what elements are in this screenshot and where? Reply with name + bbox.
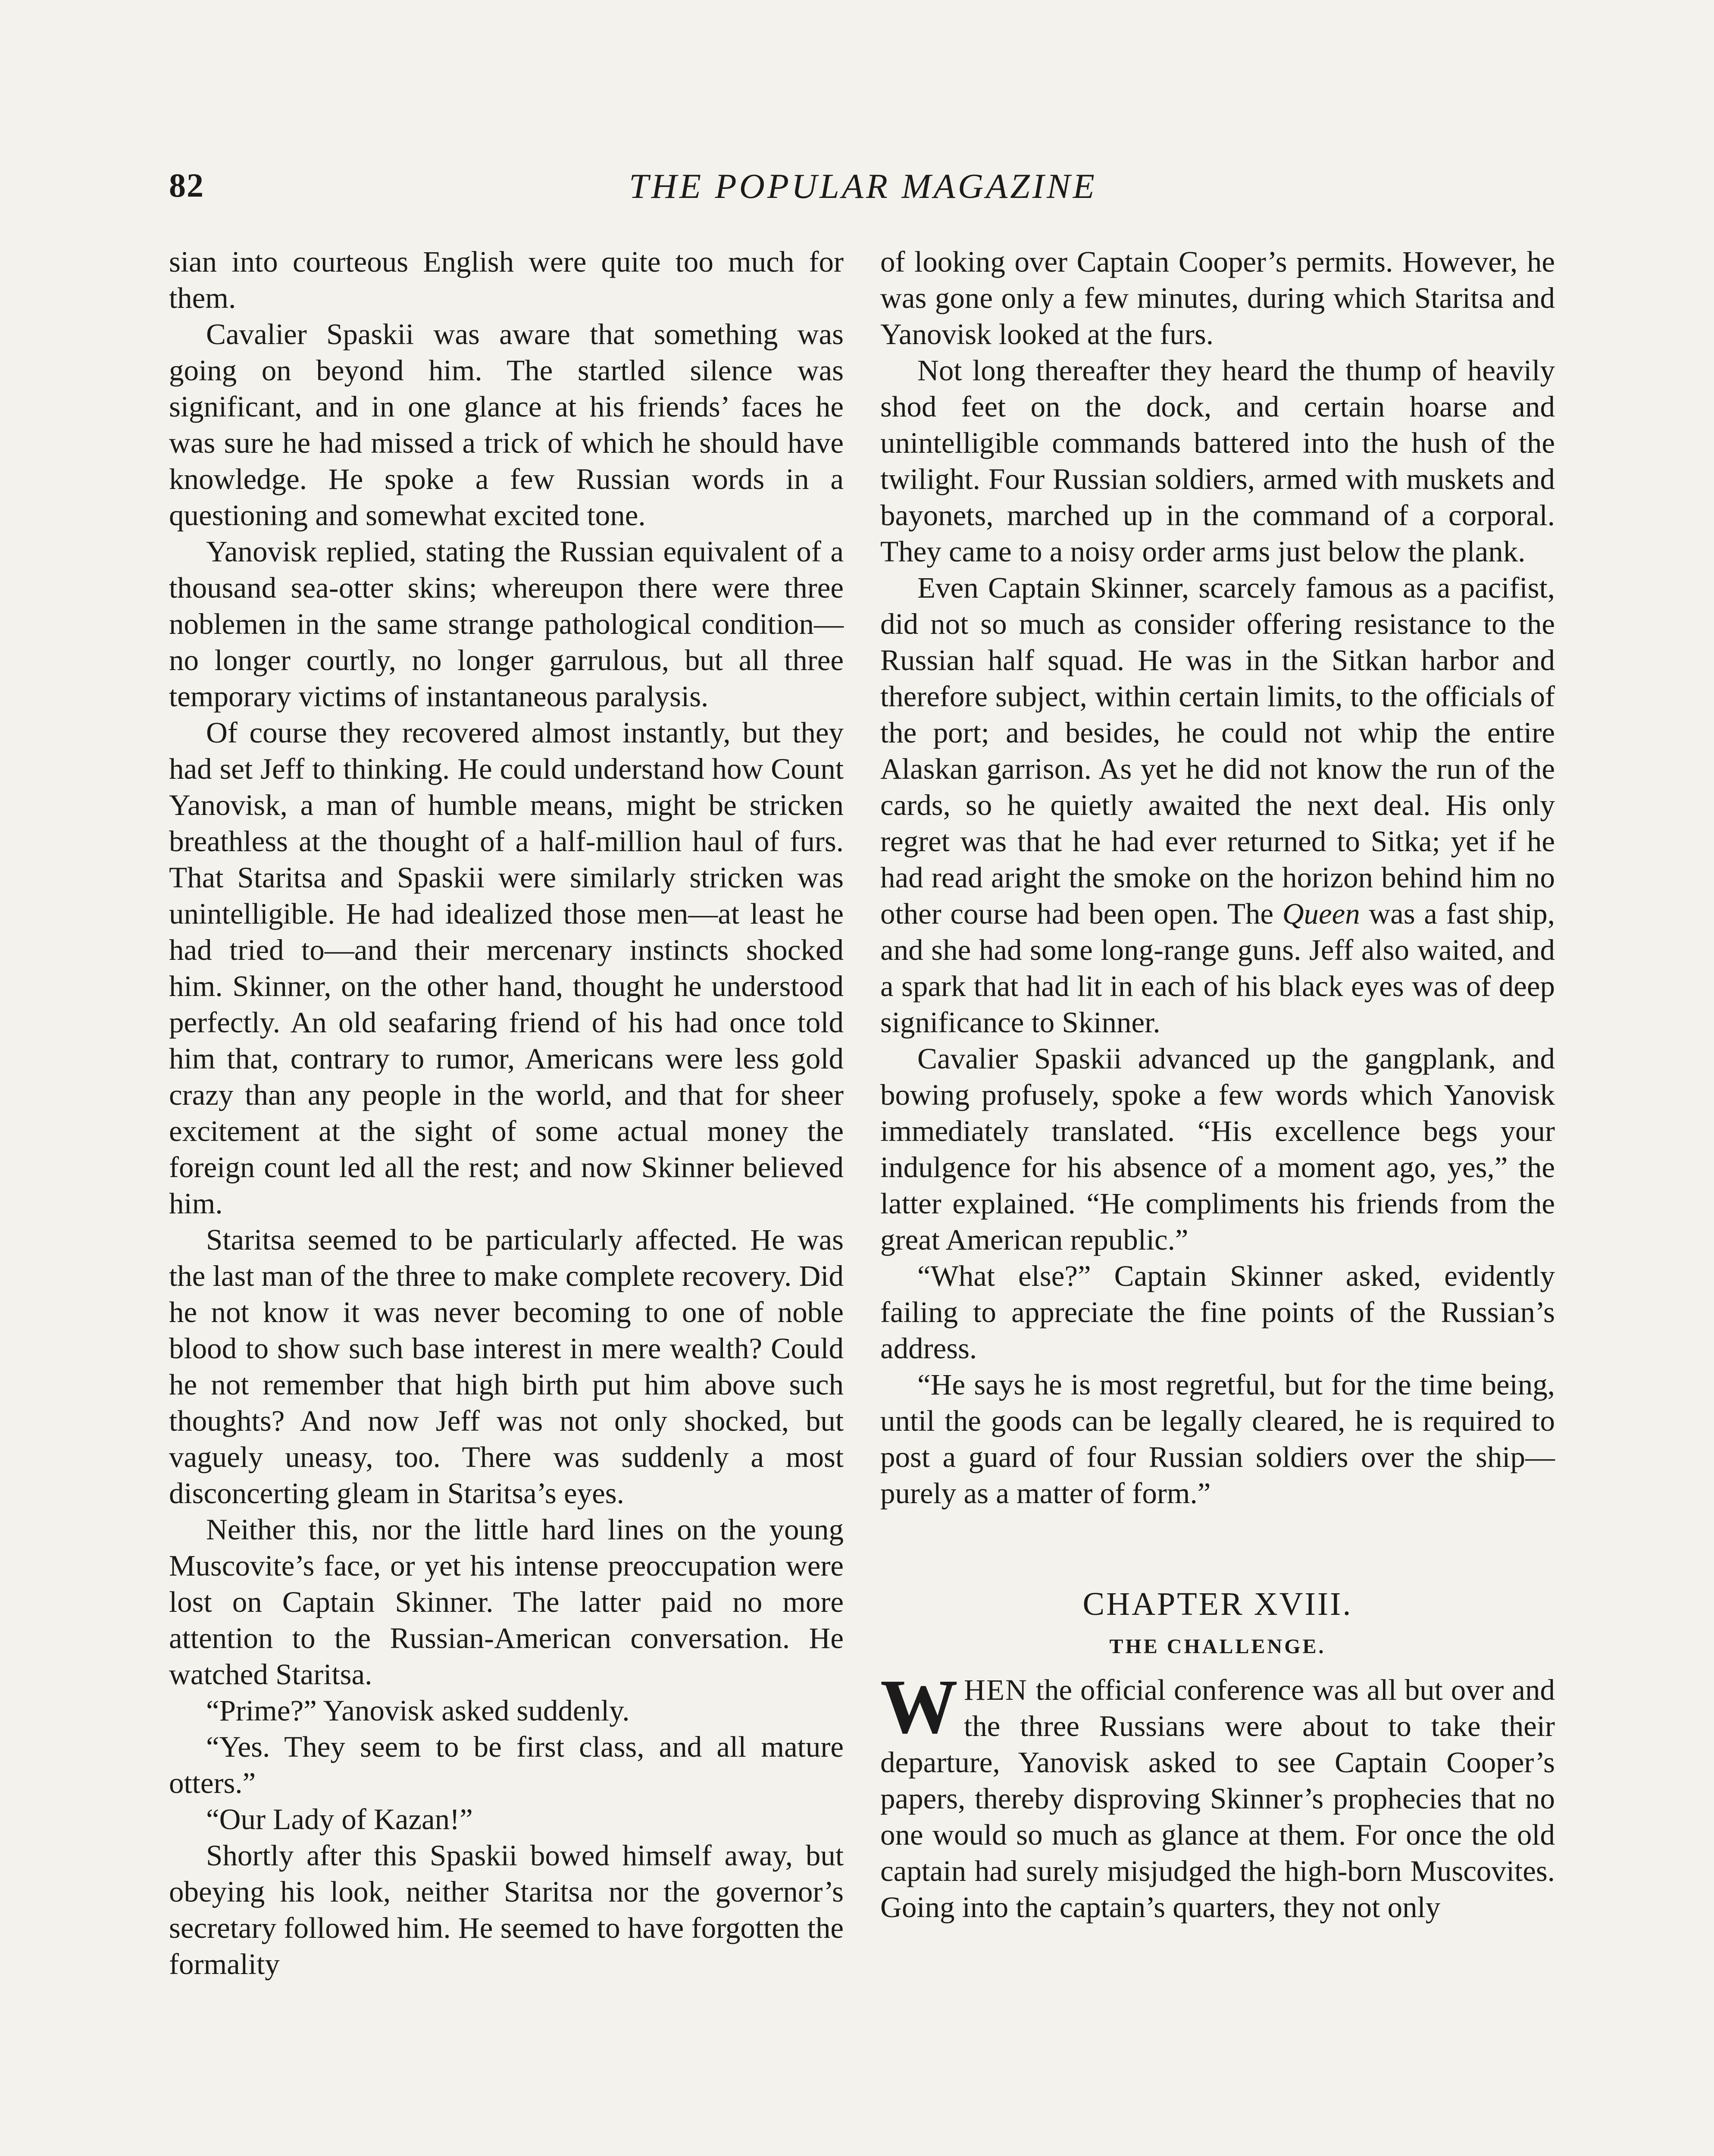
chapter-subtitle: THE CHALLENGE. bbox=[1109, 1635, 1326, 1658]
running-title: THE POPULAR MAGAZINE bbox=[629, 166, 1097, 206]
paragraph-text: was a fast ship, and she had some long-range guns. Jeff also waited, and a spark that had lit in each of his black eyes was of deep significance to Skinner. bbox=[880, 897, 1555, 1039]
paragraph: Neither this, nor the little hard lines on the young Muscovite’s face, or yet his intense preoccupation were lost on Captain Skinner. The latter paid no more attention to the Russian-American conversation. He watched Staritsa. bbox=[169, 1513, 844, 1691]
paragraph: Not long thereafter they heard the thump of heavily shod feet on the dock, and certain hoarse and unintelligible commands battered into the hush of the twilight. Four Russian soldiers, armed with muskets and bayonets, marched up in the command of a corporal. They came to a noisy order arms just below the plank. bbox=[880, 354, 1555, 568]
paragraph: sian into courteous English were quite too much for them. bbox=[169, 245, 844, 314]
paragraph: “Yes. They seem to be first class, and all mature otters.” bbox=[169, 1730, 844, 1799]
page-header bbox=[169, 166, 1557, 218]
chapter-opening-paragraph bbox=[880, 1664, 1555, 1925]
paragraph: “Our Lady of Kazan!” bbox=[206, 1803, 473, 1836]
ship-name: Queen bbox=[1282, 897, 1360, 930]
paragraph bbox=[880, 570, 1555, 1040]
paragraph: Cavalier Spaskii advanced up the gangplank, and bowing profusely, spoke a few words which Yanovisk immediately translated. “His excellence begs your indulgence for his absence of a moment ago, yes,” the latter explained. “He compliments his friends from the great American republic.” bbox=[880, 1042, 1555, 1256]
paragraph: Shortly after this Spaskii bowed himself away, but obeying his look, neither Staritsa nor the governor’s secretary followed him. He seemed to have forgotten the formality bbox=[169, 1839, 844, 1981]
paragraph-text: the official conference was all but over and the three Russians were about to take their departure, Yanovisk asked to see Captain Cooper’s papers, thereby disproving Skinner’s prophecies that no one would so much as glance at them. For once the old captain had surely misjudged the high-born Muscovites. Going into the captain’s quarters, they not only bbox=[880, 1673, 1555, 1924]
left-column bbox=[169, 244, 844, 1982]
paragraph: of looking over Captain Cooper’s permits. However, he was gone only a few minutes, during which Staritsa and Yanovisk looked at the furs. bbox=[880, 245, 1555, 351]
paragraph: Of course they recovered almost instantly, but they had set Jeff to thinking. He could understand how Count Yanovisk, a man of humble means, might be stricken breathless at the thought of a half-million haul of furs. That Staritsa and Spaskii were similarly stricken was unintelligible. He had idealized those men—at least he had tried to—and their mercenary instincts shocked him. Skinner, on the other hand, thought he understood perfectly. An old seafaring friend of his had once told him that, contrary to rumor, Americans were less gold crazy than any people in the world, and that for sheer excitement at the sight of some actual money the foreign count led all the rest; and now Skinner believed him. bbox=[169, 716, 844, 1220]
paragraph: “What else?” Captain Skinner asked, evidently failing to appreciate the fine points of the Russian’s address. bbox=[880, 1260, 1555, 1365]
paragraph-text: Even Captain Skinner, scarcely famous as a pacifist, did not so much as consider offering resistance to the Russian half squad. He was in the Sitkan harbor and therefore subject, within certain limits, to the officials of the port; and besides, he could not whip the entire Alaskan garrison. As yet he did not know the run of the cards, so he quietly awaited the next deal. His only regret was that he had ever returned to Sitka; yet if he had read aright the smoke on the horizon behind him no other course had been open. The bbox=[880, 571, 1555, 930]
paragraph: Yanovisk replied, stating the Russian equivalent of a thousand sea-otter skins; whereupon there were three noblemen in the same strange pathological condition—no longer courtly, no longer garrulous, but all three temporary victims of instantaneous paralysis. bbox=[169, 535, 844, 713]
paragraph: “He says he is most regretful, but for the time being, until the goods can be legally cleared, he is required to post a guard of four Russian soldiers over the ship—purely as a matter of form.” bbox=[880, 1368, 1555, 1510]
first-word: HEN bbox=[964, 1673, 1028, 1706]
paragraph: “Prime?” Yanovisk asked suddenly. bbox=[206, 1694, 630, 1727]
paragraph: Staritsa seemed to be particularly affected. He was the last man of the three to make complete recovery. Did he not know it was never becoming to one of noble blood to show such base interest in mere wealth? Could he not remember that high birth put him above such thoughts? And now Jeff was not only shocked, but vaguely uneasy, too. There was suddenly a most disconcerting gleam in Staritsa’s eyes. bbox=[169, 1223, 844, 1510]
paragraph: Cavalier Spaskii was aware that something was going on beyond him. The startled silence was significant, and in one glance at his friends’ faces he was sure he had missed a trick of which he should have knowledge. He spoke a few Russian words in a questioning and somewhat excited tone. bbox=[169, 318, 844, 532]
right-column bbox=[880, 244, 1555, 1925]
page-number: 82 bbox=[169, 166, 204, 204]
drop-cap: W bbox=[880, 1664, 958, 1749]
chapter-heading: CHAPTER XVIII. bbox=[1082, 1586, 1353, 1622]
